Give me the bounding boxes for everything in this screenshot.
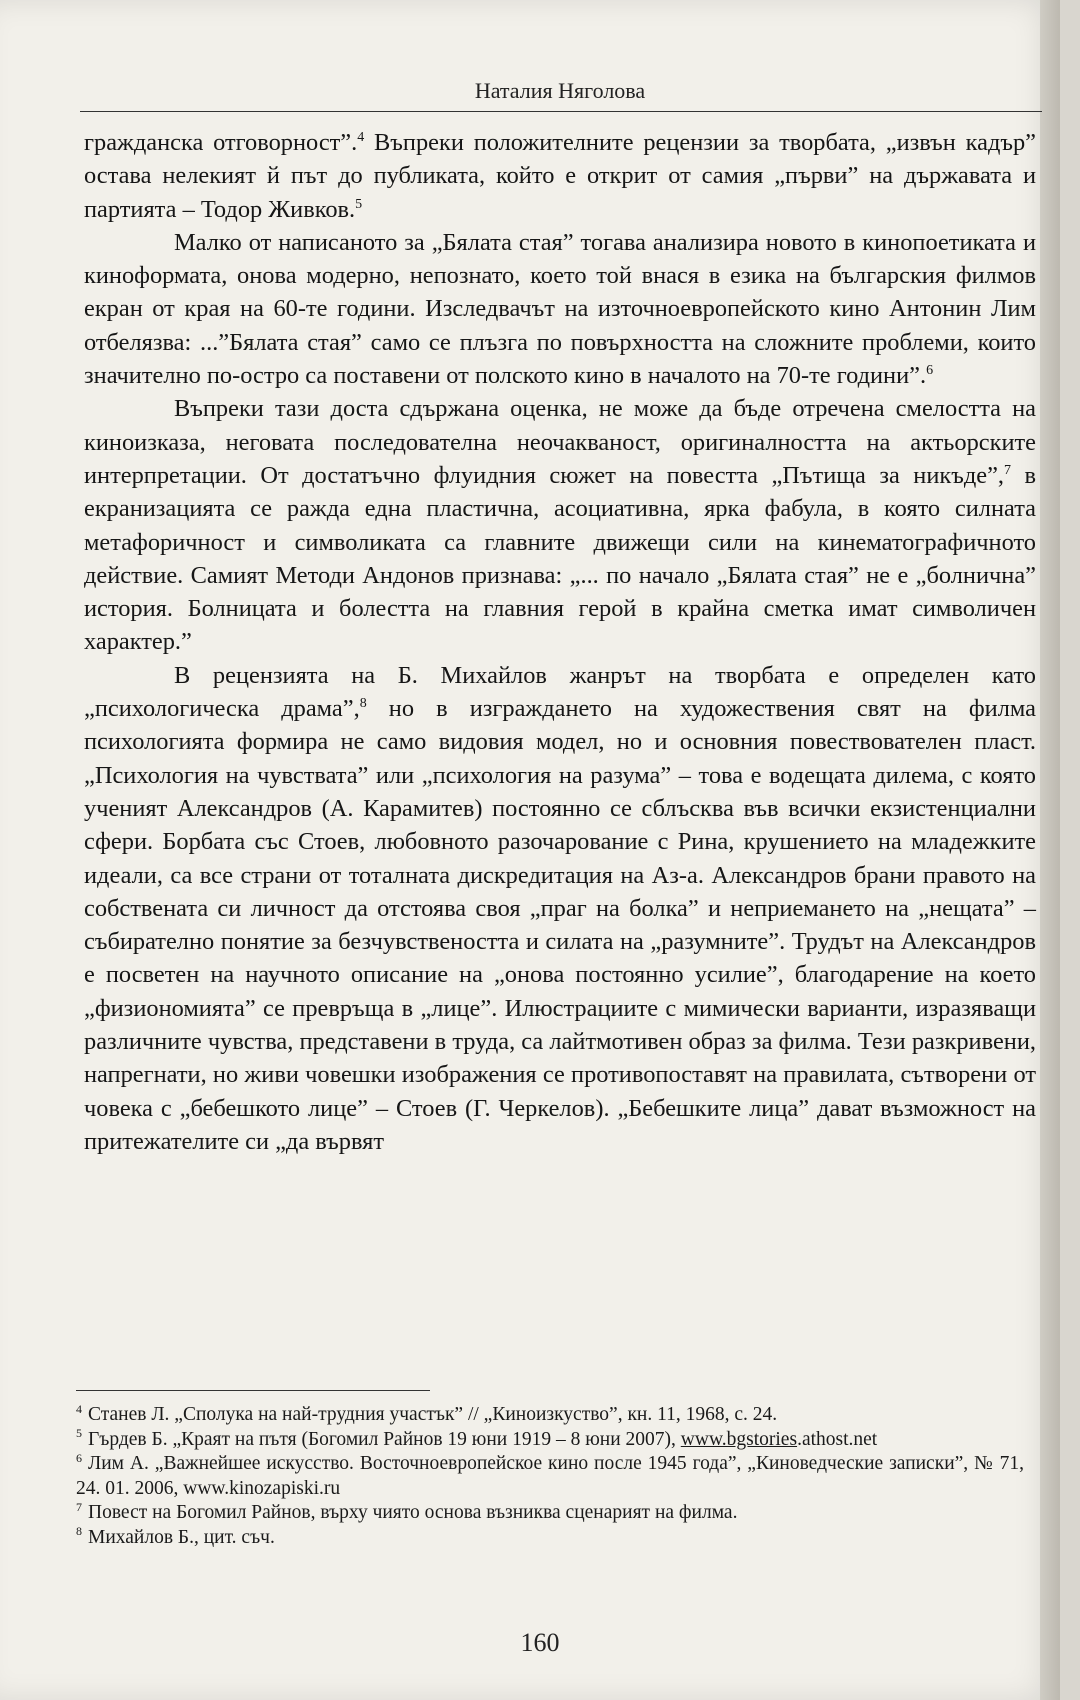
text-run: .athost.net (797, 1428, 878, 1450)
text-run: Станев Л. „Сполука на най-трудния участък” // „Киноизкуство”, кн. 11, 1968, с. 24. (88, 1404, 778, 1425)
footnote (76, 1452, 1024, 1501)
footnote-number: 6 (76, 1450, 82, 1465)
paragraph (84, 659, 1036, 1158)
footnote-number: 8 (76, 1524, 82, 1538)
body-text (84, 126, 1036, 1158)
text-run: Въпреки положителните рецензии за творбата, „извън кадър” остава нелекият й път до публиката, който е открит от самия „първи” на държавата и партията – Тодор Живков. (84, 129, 1036, 223)
text-run: Лим А. „Важнейшее искусство. Восточноевропейское кино после 1945 года”, „Киноведческие записки”, № 71, 24. 01. 2006, www.kinozapiski.ru (76, 1453, 1024, 1499)
paragraph (84, 392, 1036, 658)
footnote-reference: 6 (926, 362, 934, 378)
text-run: Малко от написаното за „Бялата стая” тогава анализира новото в кинопоетиката и киноформата, онова модерно, непознато, което той внася в езика на българския филмов екран от края на 60-те години. Изследвачът на източноевропейското кино Антонин Лим отбелязва: ...”Бялата стая” само се плъзга по повърхността на сложните проблеми, които значително по-остро са поставени от полското кино в началото на 70-те години”. (84, 228, 1036, 390)
footnote (76, 1526, 1024, 1551)
footnote (76, 1403, 1024, 1428)
paragraph (84, 126, 1036, 226)
text-run: Повест на Богомил Райнов, върху чиято основа възниква сценарият на филма. (88, 1502, 738, 1523)
footnote-reference: 8 (359, 695, 367, 711)
text-run: Гърдев Б. „Краят на пътя (Богомил Райнов 19 юни 1919 – 8 юни 2007), (88, 1428, 681, 1450)
footnotes (76, 1403, 1024, 1550)
footnote-reference: 4 (357, 129, 365, 145)
url-link: www.bgstories (680, 1428, 798, 1450)
text-run: в екранизацията се ражда една пластична, асоциативна, ярка фабула, в която силната метафоричност и символиката са главните движещи сили на кинематографичното действие. Самият Методи Андонов признава: „... по начало „Бялата стая” не е „болнична” история. Болницата и болестта на главния герой в крайна сметка имат символичен характер.” (84, 461, 1036, 656)
footnote (76, 1501, 1024, 1526)
footnote-number: 5 (76, 1426, 82, 1440)
footnote-rule (76, 1390, 430, 1391)
text-run: Въпреки тази доста сдържана оценка, не може да бъде отречена смелостта на киноизказа, неговата последователна неочакваност, оригиналността на актьорските интерпретации. От достатъчно флуидния сюжет на повестта „Пътища за никъде”, (84, 395, 1036, 489)
page-edge-shadow (1040, 0, 1060, 1700)
footnote-number: 7 (76, 1499, 82, 1514)
footnote-reference: 7 (1004, 462, 1011, 478)
text-run: но в изграждането на художествения свят на филма психологията формира не само видовия модел, но и основния повествователен пласт. „Психология на чувствата” или „психология на разума” – това е водещата дилема, с която ученият Александров (А. Карамитев) постоянно се сблъсква във всички екзистенциални сфери. Борбата със Стоев, любовното разочарование с Рина, крушението на младежките идеали, са все страни от тоталната дискредитация на Аз-а. Александров брани правото на собствената си личност да отстоява своя „праг на болка” и неприемането на „нещата” – събирателно понятие за безчувствеността и силата на „разумните”. Трудът на Александров е посветен на научното описание на „онова постоянно усилие”, благодарение на което „физиономията” се превръща в „лице”. Илюстрациите с мимически варианти, изразяващи различните чувства, представени в труда, са лайтмотивен образ за филма. Тези разкривени, напрегнати, но живи човешки изображения се противопоставят на правилата, сътворени от човека с „бебешкото лице” – Стоев (Г. Черкелов). „Бебешките лица” дават възможност на притежателите си „да вървят (84, 695, 1036, 1155)
text-run: Михайлов Б., цит. съч. (88, 1526, 275, 1548)
footnote-reference: 5 (355, 196, 363, 212)
text-run: гражданска отговорност”. (84, 129, 358, 156)
page-number: 160 (520, 1628, 560, 1657)
running-head: Наталия Няголова (474, 78, 646, 103)
footnote (76, 1428, 1024, 1453)
header-rule (80, 111, 1042, 112)
text-run: В рецензията на Б. Михайлов жанрът на творбата е определен като „психологическа драма”, (84, 661, 1036, 723)
footnote-number: 4 (76, 1401, 82, 1416)
paragraph (84, 226, 1036, 392)
